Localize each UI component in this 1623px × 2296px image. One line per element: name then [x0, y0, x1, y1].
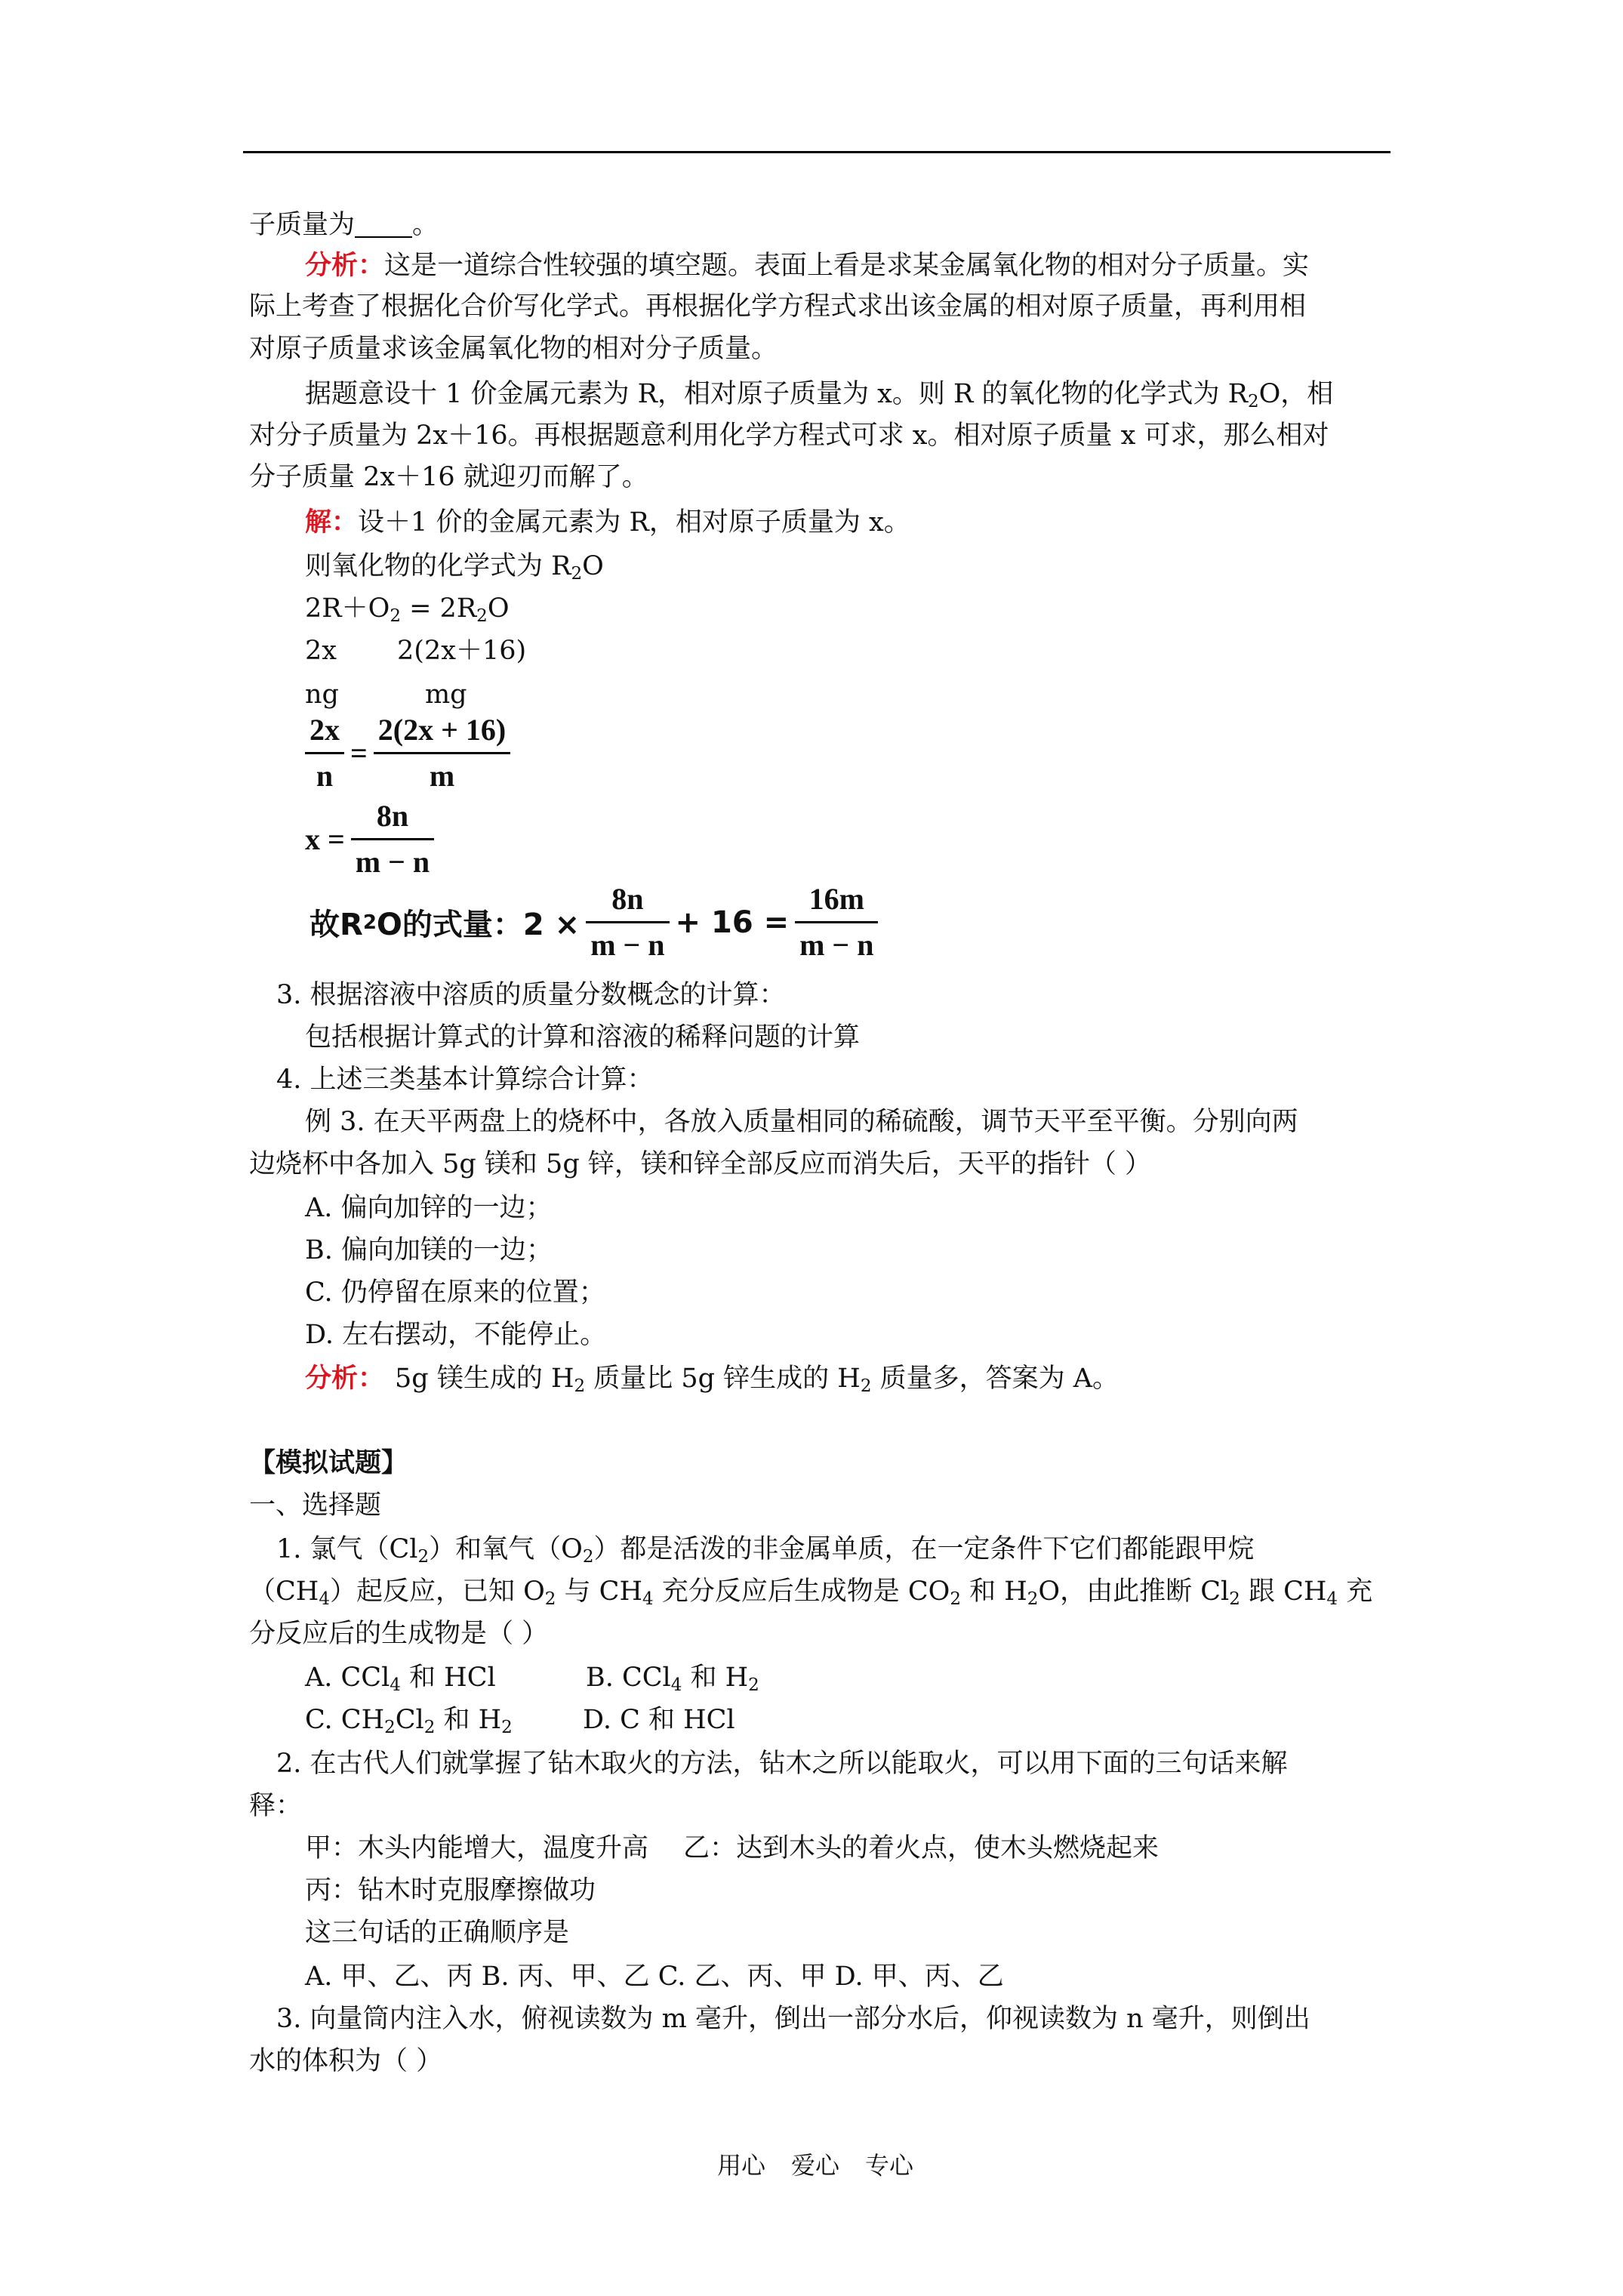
text-line: 边烧杯中各加入 5g 镁和 5g 锌，镁和锌全部反应而消失后，天平的指针（ ）	[249, 1149, 1151, 1179]
text-line: 水的体积为（ ）	[249, 2046, 443, 2076]
solution-label: 解：	[305, 507, 359, 538]
footer-text: 爱心	[791, 2151, 840, 2180]
question-3: 3. 向量筒内注入水，俯视读数为 m 毫升，倒出一部分水后，仰视读数为 n 毫升，则倒出	[276, 2004, 1310, 2034]
option-c: C. 仍停留在原来的位置；	[305, 1277, 605, 1308]
option-d: D. 左右摆动，不能停止。	[305, 1320, 607, 1350]
text-line: 对原子质量求该金属氧化物的相对分子质量。	[249, 334, 778, 364]
list-item: 3. 根据溶液中溶质的质量分数概念的计算：	[276, 980, 786, 1010]
analysis-line: 分析： 5g 镁生成的 $H_2$ 质量比 5g 锌生成的 $H_2$ 质量多，答案为 A。	[305, 1363, 1119, 1396]
footer-text: 用心	[717, 2151, 766, 2180]
option-c: C. $CH_2Cl_2$ 和 $H_2$	[305, 1705, 513, 1737]
options-line: A. 甲、乙、丙 B. 丙、甲、乙 C. 乙、丙、甲 D. 甲、丙、乙	[305, 1962, 1004, 1992]
example-line: 例 3. 在天平两盘上的烧杯中，各放入质量相同的稀硫酸，调节天平至平衡。分别向两	[305, 1107, 1298, 1137]
fraction: $\frac{8n}{m - n}$	[351, 799, 434, 880]
equation-line: $2R+O_2 = 2R_2O$	[305, 593, 510, 626]
text-line: 分反应后的生成物是（ ）	[249, 1619, 549, 1649]
text-line: 甲：木头内能增大，温度升高 乙：达到木头的着火点，使木头燃烧起来	[305, 1833, 1160, 1863]
analysis-label: 分析：	[305, 1363, 385, 1394]
answer-blank	[355, 214, 412, 238]
proportion-equation: $\frac{2x}{n}$ = $\frac{2(2x + 16)}{m}$	[305, 713, 510, 794]
x-equation: x = $\frac{8n}{m - n}$	[305, 799, 434, 880]
text-line: 对分子质量为 2x＋16。再根据题意利用化学方程式可求 x。相对原子质量 x 可求，那么相对	[249, 421, 1329, 451]
list-item: 4. 上述三类基本计算综合计算：	[276, 1065, 654, 1095]
option-a: A. 偏向加锌的一边；	[305, 1193, 553, 1223]
text-line: 这三句话的正确顺序是	[305, 1918, 570, 1948]
analysis-paragraph: 分析：这是一道综合性较强的填空题。表面上看是求某金属氧化物的相对分子质量。实	[305, 250, 1310, 281]
fraction: $\frac{8n}{m - n}$	[586, 882, 669, 963]
option-a: A. CCl$_4$ 和 HCl	[305, 1663, 496, 1695]
fraction: $\frac{16m}{m - n}$	[795, 882, 878, 963]
text-line: 际上考查了根据化合价写化学式。再根据化学方程式求出该金属的相对原子质量，再利用相	[249, 291, 1307, 322]
fraction: $\frac{2(2x + 16)}{m}$	[374, 713, 510, 794]
text-line: $(CH_4)$起反应，已知 $O_2$ 与 $CH_4$ 充分反应后生成物是 $CO_2$ 和 $H_2O$，由此推断 $Cl_2$ 跟 $CH_4$ 充	[249, 1576, 1373, 1609]
option-b: B. 偏向加镁的一边；	[305, 1235, 553, 1265]
text-line: ng mg	[305, 680, 467, 710]
fraction: $\frac{2x}{n}$	[305, 713, 344, 794]
option-b: B. CCl$_4$ 和 $H_2$	[586, 1663, 759, 1695]
solution-line: 解：设＋1 价的金属元素为 R，相对原子质量为 x。	[305, 507, 910, 538]
header-rule	[243, 151, 1390, 153]
question-1: 1. 氯气$(Cl_2)$和氧气$(O_2)$都是活泼的非金属单质，在一定条件下它们都能跟甲烷	[276, 1534, 1255, 1567]
option-d: D. C 和 HCl	[583, 1705, 735, 1735]
formula-mass-equation: 故R 2 O的式量：2 × $\frac{8n}{m - n}$ + 16 = $\frac{16m}{m - n}$	[310, 882, 878, 963]
question-2: 2. 在古代人们就掌握了钻木取火的方法，钻木之所以能取火，可以用下面的三句话来解	[276, 1749, 1288, 1779]
text-line: 包括根据计算式的计算和溶液的稀释问题的计算	[305, 1022, 861, 1052]
text-line: 丙：钻木时克服摩擦做功	[305, 1875, 596, 1906]
text-line: 子质量为 。	[249, 210, 439, 240]
page-footer	[717, 2147, 939, 2181]
footer-text: 专心	[865, 2151, 914, 2180]
text-line: 据题意设十 1 价金属元素为 R，相对原子质量为 x。则 R 的氧化物的化学式为 $R_2O$，相	[305, 379, 1334, 411]
part-heading: 一、选择题	[249, 1490, 382, 1521]
section-heading: 【模拟试题】	[249, 1447, 408, 1478]
text-line: 2x 2(2x＋16)	[305, 636, 527, 666]
text-line: 分子质量 2x＋16 就迎刃而解了。	[249, 462, 648, 492]
text-line: 释：	[249, 1791, 303, 1821]
text-line: 则氧化物的化学式为 $R_2O$	[305, 551, 604, 584]
analysis-label: 分析：	[305, 250, 385, 281]
